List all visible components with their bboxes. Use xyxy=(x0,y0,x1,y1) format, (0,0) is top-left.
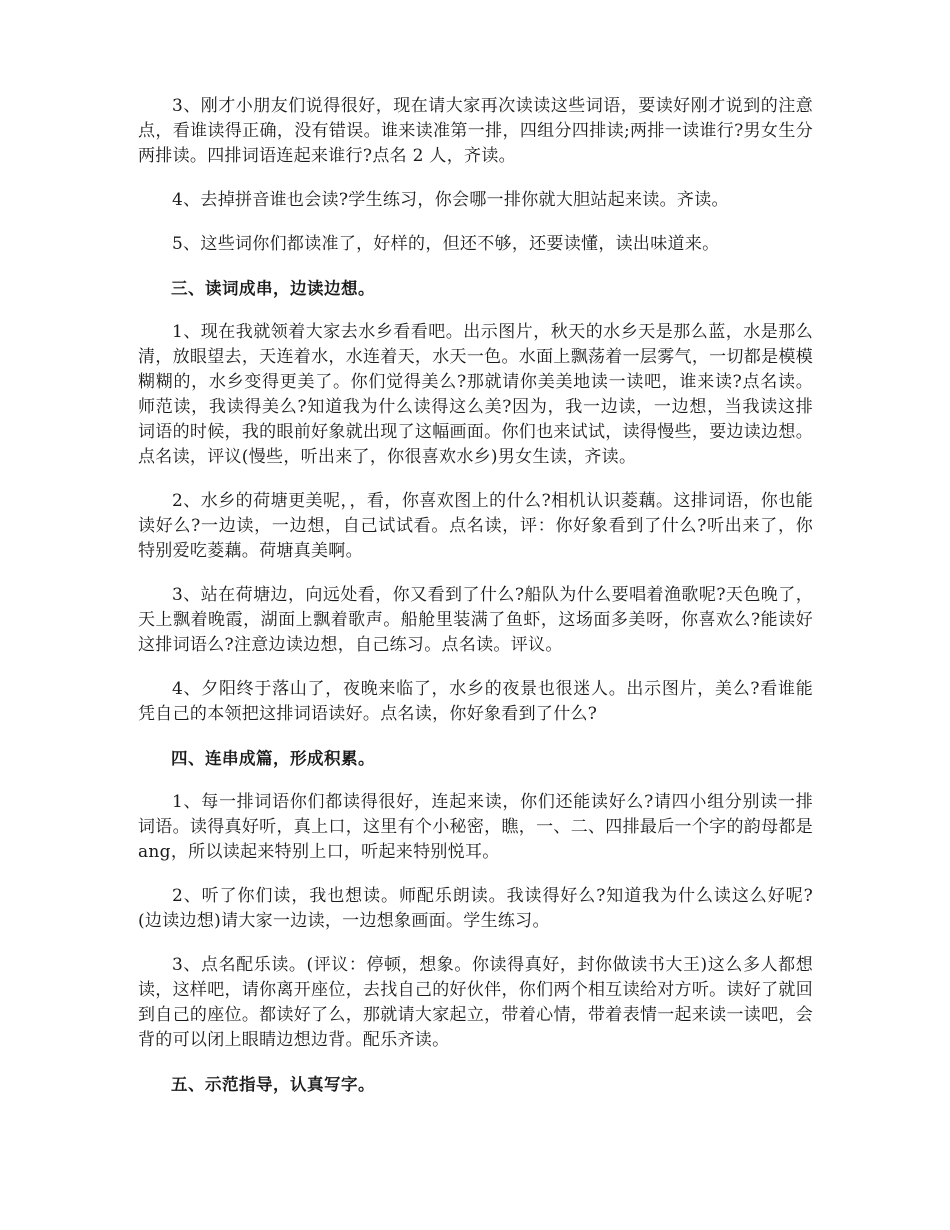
document-body xyxy=(138,94,813,1116)
paragraph: 3、点名配乐读。(评议：停顿，想象。你读得真好，封你做读书大王)这么多人都想读，这样吧，请你离开座位，去找自己的好伙伴，你们两个相互读给对方听。读好了就回到自己的座位。都读好了么，那就请大家起立，带着心情，带着表情一起来读一读吧，会背的可以闭上眼睛边想边背。配乐齐读。 xyxy=(138,955,813,1050)
section-heading: 三、读词成串，边读边想。 xyxy=(171,279,375,298)
paragraph: 4、去掉拼音谁也会读?学生练习，你会哪一排你就大胆站起来读。齐读。 xyxy=(172,190,729,210)
paragraph: 3、站在荷塘边，向远处看，你又看到了什么?船队为什么要唱着渔歌呢?天色晚了，天上飘着晚霞，湖面上飘着歌声。船舱里装满了鱼虾，这场面多美呀，你喜欢么?能读好这排词语么?注意边读边想，自己练习。点名读。评议。 xyxy=(138,585,813,655)
paragraph: 3、刚才小朋友们说得很好，现在请大家再次读读这些词语，要读好刚才说到的注意点，看谁读得正确，没有错误。谁来读准第一排，四组分四排读;两排一读谁行?男女生分两排读。四排词语连起来谁行?点名 2 人，齐读。 xyxy=(138,96,813,166)
section-heading: 四、连串成篇，形成积累。 xyxy=(171,749,375,768)
paragraph: 2、水乡的荷塘更美呢，，看，你喜欢图上的什么?相机认识菱藕。这排词语，你也能读好么?一边读，一边想，自己试试看。点名读，评：你好象看到了什么?听出来了，你特别爱吃菱藕。荷塘真美啊。 xyxy=(138,491,813,561)
paragraph: 4、夕阳终于落山了，夜晚来临了，水乡的夜景也很迷人。出示图片，美么?看谁能凭自己的本领把这排词语读好。点名读，你好象看到了什么? xyxy=(138,679,813,724)
paragraph: 2、听了你们读，我也想读。师配乐朗读。我读得好么?知道我为什么读这么好呢?(边读边想)请大家一边读，一边想象画面。学生练习。 xyxy=(138,886,813,931)
section-heading: 五、示范指导，认真写字。 xyxy=(171,1075,375,1094)
paragraph: 1、每一排词语你们都读得很好，连起来读，你们还能读好么?请四小组分别读一排词语。读得真好听，真上口，这里有个小秘密，瞧，一、二、四排最后一个字的韵母都是 ang，所以读起来特别上口，听起来特别悦耳。 xyxy=(138,792,813,862)
paragraph: 1、现在我就领着大家去水乡看看吧。出示图片，秋天的水乡天是那么蓝，水是那么清，放眼望去，天连着水，水连着天，水天一色。水面上飘荡着一层雾气，一切都是模模糊糊的，水乡变得更美了。你们觉得美么?那就请你美美地读一读吧，谁来读?点名读。师范读，我读得美么?知道我为什么读得这么美?因为，我一边读，一边想，当我读这排词语的时候，我的眼前好象就出现了这幅画面。你们也来试试，读得慢些，要边读边想。点名读，评议(慢些，听出来了，你很喜欢水乡)男女生读，齐读。 xyxy=(138,322,813,467)
paragraph: 5、这些词你们都读准了，好样的，但还不够，还要读懂，读出味道来。 xyxy=(172,234,720,254)
